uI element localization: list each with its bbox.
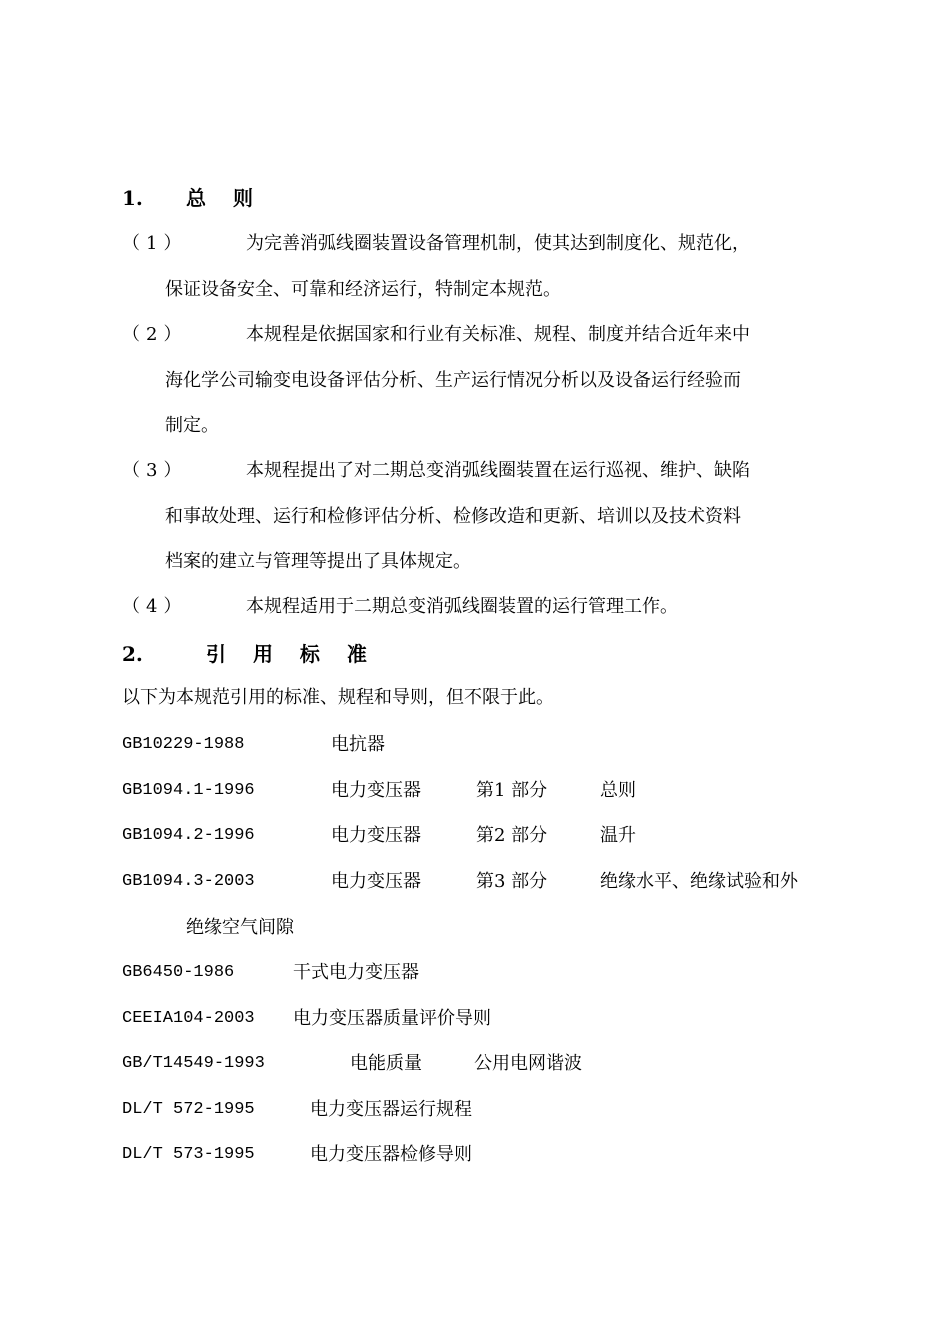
section-2-intro: 以下为本规范引用的标准、规程和导则，但不限于此。 <box>122 687 554 708</box>
item-3-marker: （3） <box>122 460 188 481</box>
standard-desc: 总则 <box>600 780 636 801</box>
standard-name: 电力变压器运行规程 <box>310 1099 472 1120</box>
standard-desc: 温升 <box>600 825 636 846</box>
section-2-number: 2. <box>122 642 143 666</box>
item-3-line-3: 档案的建立与管理等提出了具体规定。 <box>165 551 471 572</box>
standard-part: 第3 部分 <box>476 871 548 892</box>
item-2-marker: （2） <box>122 324 188 345</box>
item-2-line-2: 海化学公司输变电设备评估分析、生产运行情况分析以及设备运行经验而 <box>165 370 741 391</box>
standard-code: GB10229-1988 <box>122 735 245 754</box>
item-1-line-1: 为完善消弧线圈装置设备管理机制，使其达到制度化、规范化， <box>246 233 750 254</box>
standard-part: 第2 部分 <box>476 825 548 846</box>
item-4-marker: （4） <box>122 596 188 617</box>
standard-desc-continued: 绝缘空气间隙 <box>186 917 294 938</box>
standard-code: CEEIA104-2003 <box>122 1009 255 1028</box>
standard-code: GB/T14549-1993 <box>122 1054 265 1073</box>
standard-code: GB1094.1-1996 <box>122 781 255 800</box>
standard-name: 电力变压器 <box>331 825 421 846</box>
item-2-line-3: 制定。 <box>165 415 219 436</box>
standard-code: GB6450-1986 <box>122 963 235 982</box>
standard-part: 第1 部分 <box>476 780 548 801</box>
standard-name: 电力变压器 <box>331 780 421 801</box>
section-2-title: 引 用 标 准 <box>206 642 377 666</box>
item-2-line-1: 本规程是依据国家和行业有关标准、规程、制度并结合近年来中 <box>246 324 750 345</box>
item-3-line-1: 本规程提出了对二期总变消弧线圈装置在运行巡视、维护、缺陷 <box>246 460 750 481</box>
standard-code: DL/T 573-1995 <box>122 1145 255 1164</box>
item-1-marker: （1） <box>122 233 188 254</box>
item-3-line-2: 和事故处理、运行和检修评估分析、检修改造和更新、培训以及技术资料 <box>165 506 741 527</box>
standard-desc: 公用电网谐波 <box>474 1053 582 1074</box>
item-4-line-1: 本规程适用于二期总变消弧线圈装置的运行管理工作。 <box>246 596 678 617</box>
section-1-title: 总 则 <box>186 186 263 210</box>
standard-name: 电力变压器质量评价导则 <box>293 1008 491 1029</box>
standard-name: 电力变压器检修导则 <box>310 1144 472 1165</box>
standard-name: 电抗器 <box>331 734 385 755</box>
standard-name: 干式电力变压器 <box>293 962 419 983</box>
standard-code: DL/T 572-1995 <box>122 1100 255 1119</box>
standard-code: GB1094.3-2003 <box>122 872 255 891</box>
section-1-number: 1. <box>122 186 143 210</box>
standard-name: 电能质量 <box>350 1053 422 1074</box>
standard-name: 电力变压器 <box>331 871 421 892</box>
item-1-line-2: 保证设备安全、可靠和经济运行，特制定本规范。 <box>165 279 561 300</box>
standard-desc: 绝缘水平、绝缘试验和外 <box>600 871 798 892</box>
standard-code: GB1094.2-1996 <box>122 826 255 845</box>
